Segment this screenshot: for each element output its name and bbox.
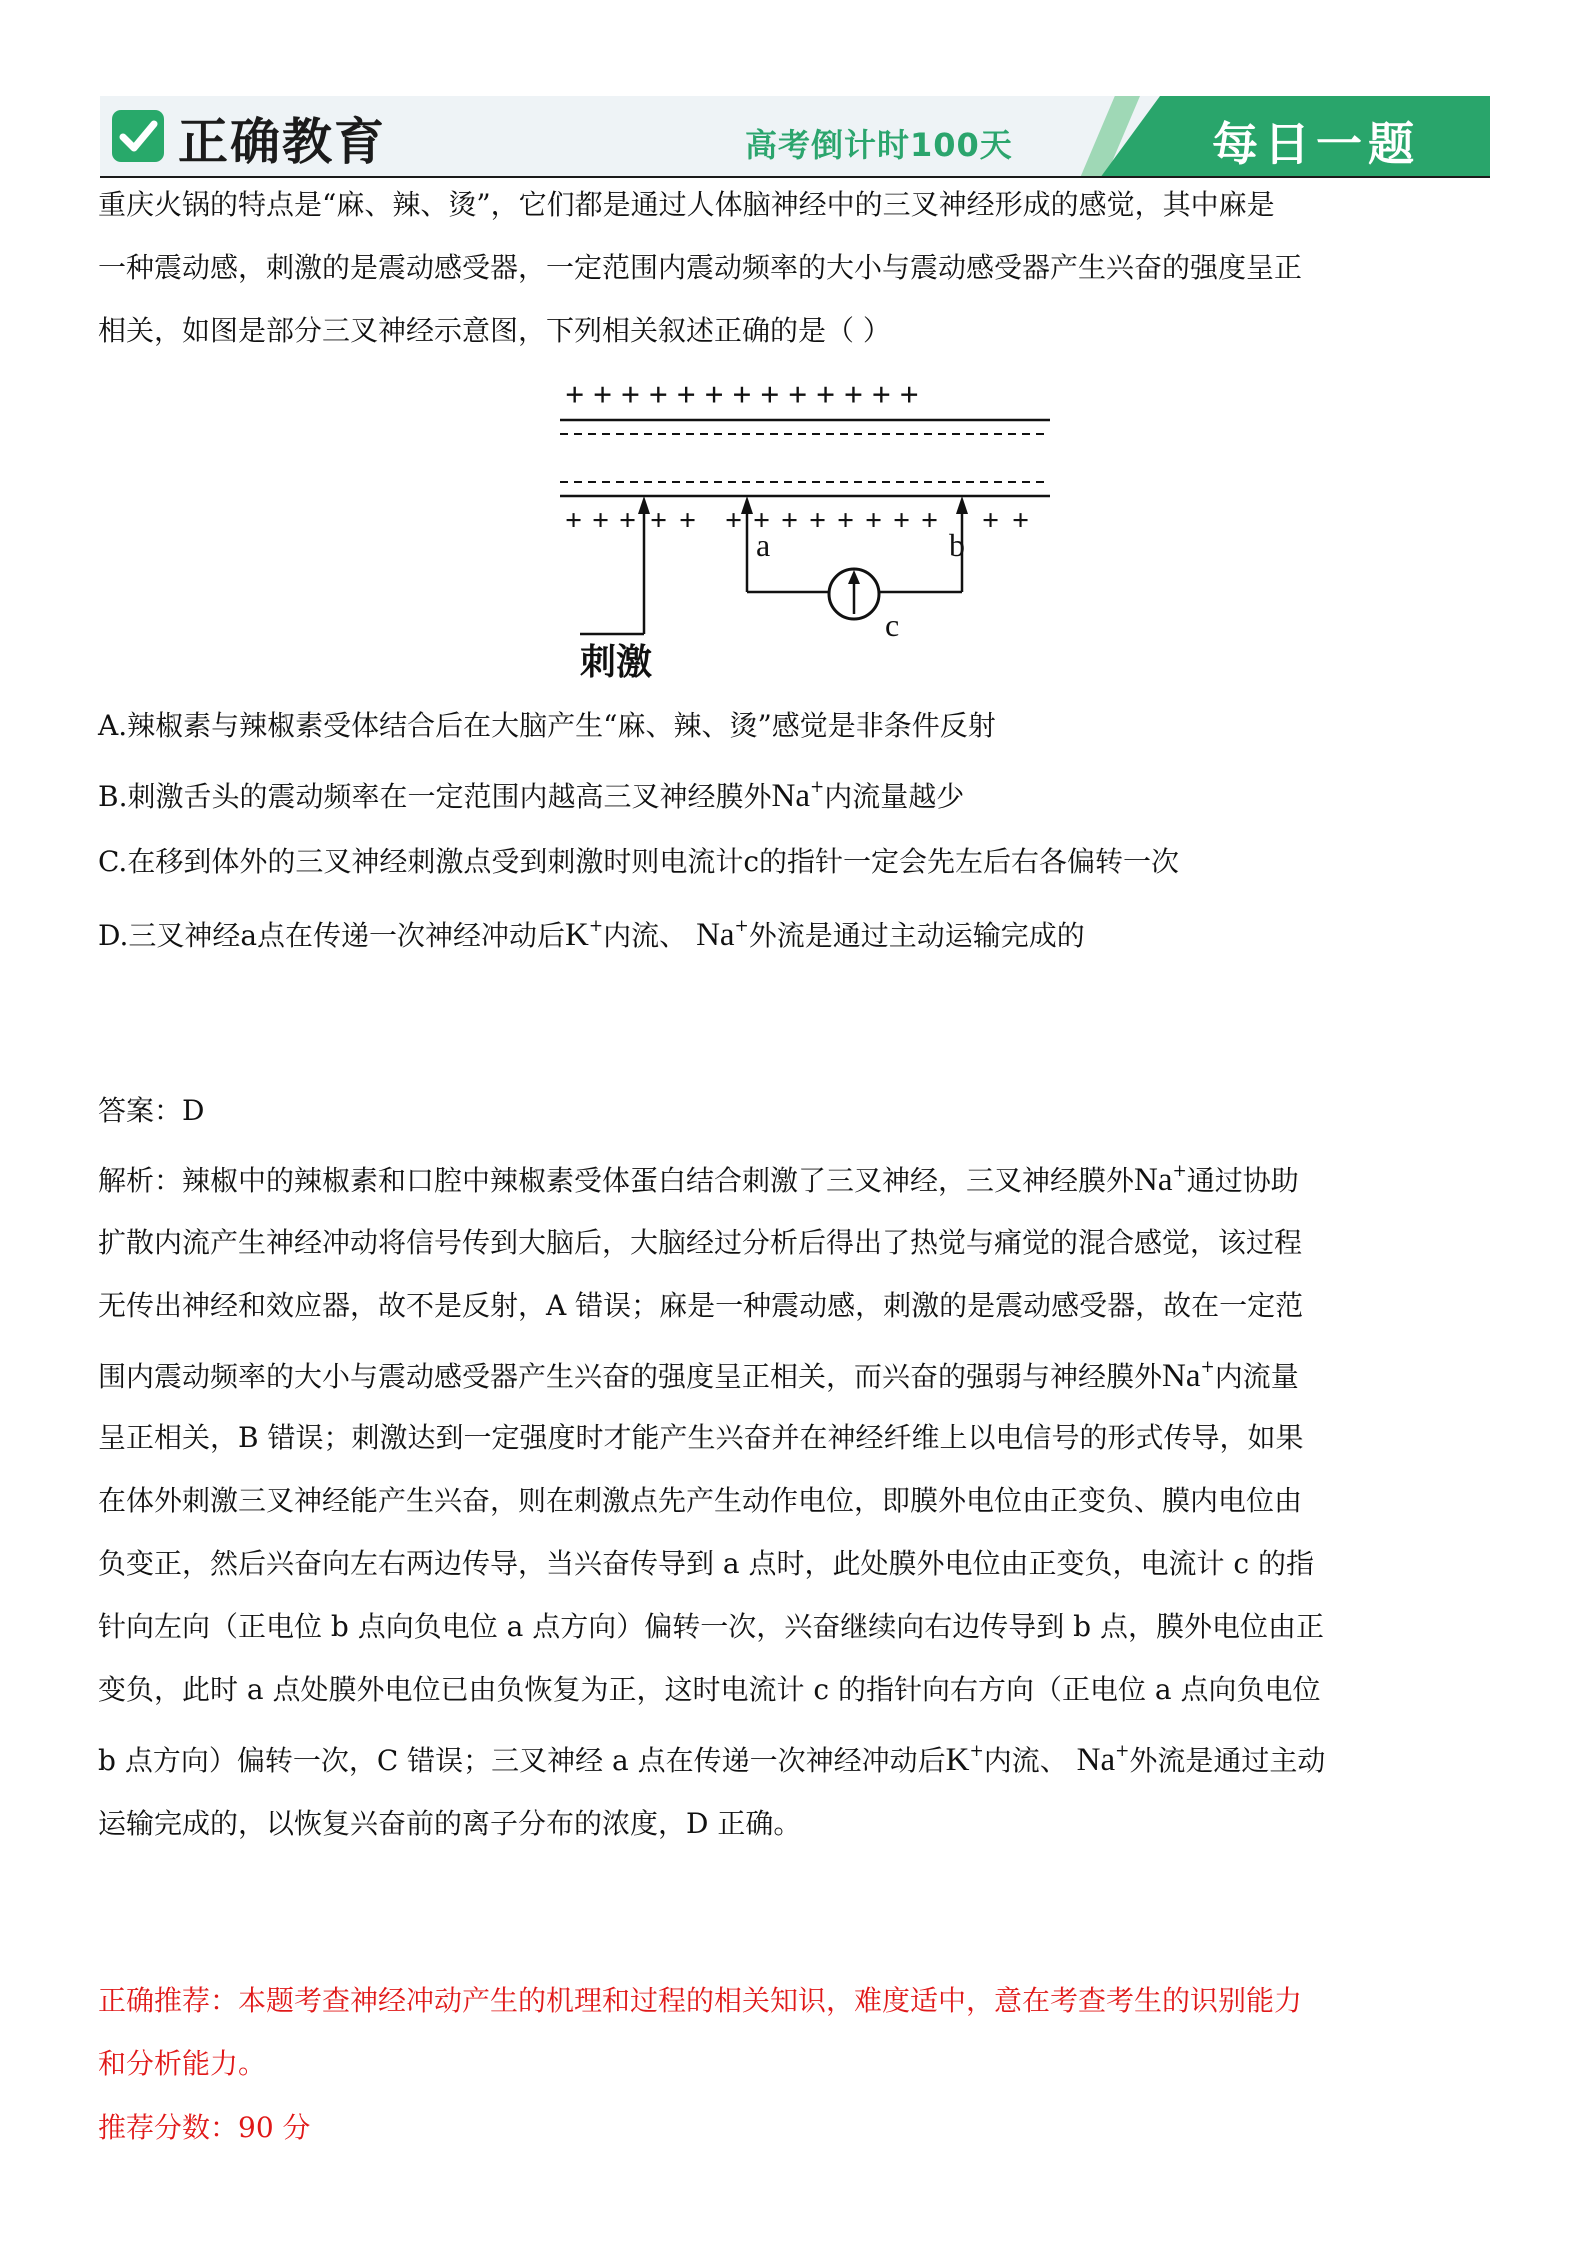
analysis-l10-end: 外流是通过主动 [1129,1744,1326,1777]
check-logo-icon [112,110,164,162]
option-b-text-end: 内流量越少 [824,780,965,813]
brand-name: 正确教育 [178,113,386,171]
daily-question-title: 每日一题 [1212,117,1420,171]
na-ion: Na [696,917,735,953]
svg-text:+: + [753,504,771,537]
k-ion: K [565,917,589,953]
svg-text:+: + [592,504,610,537]
option-d-text-start: D.三叉神经a点在传递一次神经冲动后 [98,919,566,952]
svg-text:+: + [1012,504,1030,537]
svg-text:+: + [650,504,668,537]
svg-text:+: + [809,504,827,537]
analysis-line-10 [98,1742,1498,1779]
question-line-1: 重庆火锅的特点是“麻、辣、烫”，它们都是通过人体脑神经中的三叉神经形成的感觉，其中麻是 [98,188,1275,221]
svg-text:+: + [781,504,799,537]
analysis-l1-start: 解析：辣椒中的辣椒素和口腔中辣椒素受体蛋白结合刺激了三叉神经，三叉神经膜外 [98,1164,1135,1197]
analysis-line-7: 负变正，然后兴奋向左右两边传导，当兴奋传导到 a 点时，此处膜外电位由正变负，电流计 c 的指 [98,1547,1314,1580]
analysis-line-4 [98,1358,1498,1395]
k-ion: K [945,1742,970,1778]
top-plus-row: + + + + + + + + + + + + + [565,377,919,414]
analysis-l1-end: 通过协助 [1186,1164,1299,1197]
na-ion: Na [771,778,810,814]
option-d-text-mid: 内流、 [603,919,688,952]
galvanometer-icon [829,569,879,619]
option-d-text-end: 外流是通过主动运输完成的 [748,919,1085,952]
option-a: A.辣椒素与辣椒素受体结合后在大脑产生“麻、辣、烫”感觉是非条件反射 [98,709,996,742]
na-charge: + [1172,1161,1187,1181]
analysis-l10-mid: 内流、 [983,1744,1068,1777]
analysis-l4-end: 内流量 [1214,1360,1299,1393]
na-charge: + [1115,1741,1130,1761]
svg-text:+: + [982,504,1000,537]
analysis-line-8: 针向左向（正电位 b 点向负电位 a 点方向）偏转一次，兴奋继续向右边传导到 b 点，膜外电位由正 [98,1610,1324,1643]
analysis-line-1 [98,1162,1498,1199]
na-ion: Na [1162,1358,1201,1394]
svg-text:+: + [619,504,637,537]
na-charge: + [734,916,749,936]
analysis-line-2: 扩散内流产生神经冲动将信号传到大脑后，大脑经过分析后得出了热觉与痛觉的混合感觉，该过程 [98,1226,1303,1259]
option-b [98,778,1498,815]
svg-text:+: + [921,504,939,537]
header-underline [100,176,1490,178]
option-d [98,917,1498,954]
recommend-score: 推荐分数：90 分 [98,2111,311,2144]
answer: 答案：D [98,1094,205,1127]
k-charge: + [588,916,604,936]
svg-text:+: + [679,504,697,537]
svg-text:+: + [893,504,911,537]
svg-text:+: + [865,504,883,537]
question-line-2: 一种震动感，刺激的是震动感受器，一定范围内震动频率的大小与震动感受器产生兴奋的强度呈正 [98,251,1303,284]
electrode-a [741,496,753,592]
k-charge: + [969,1741,984,1761]
analysis-line-3: 无传出神经和效应器，故不是反射，A 错误；麻是一种震动感，刺激的是震动感受器，故在一定范 [98,1289,1304,1322]
na-ion: Na [1134,1162,1173,1198]
analysis-line-5: 呈正相关，B 错误；刺激达到一定强度时才能产生兴奋并在神经纤维上以电信号的形式传导，如果 [98,1421,1304,1454]
label-a: a [756,527,771,563]
analysis-line-9: 变负，此时 a 点处膜外电位已由负恢复为正，这时电流计 c 的指针向右方向（正电位 a 点向负电位 [98,1673,1321,1706]
label-b: b [949,527,965,563]
analysis-line-6: 在体外刺激三叉神经能产生兴奋，则在刺激点先产生动作电位，即膜外电位由正变负、膜内电位由 [98,1484,1303,1517]
header-banner [100,96,1490,178]
svg-text:+: + [837,504,855,537]
stimulus-label: 刺激 [580,642,653,683]
na-charge: + [809,777,825,797]
analysis-l4-start: 围内震动频率的大小与震动感受器产生兴奋的强度呈正相关，而兴奋的强弱与神经膜外 [98,1360,1163,1393]
recommend-line-2: 和分析能力。 [98,2047,267,2080]
analysis-l10-start: b 点方向）偏转一次，C 错误；三叉神经 a 点在传递一次神经冲动后 [98,1744,946,1777]
svg-text:+: + [565,504,583,537]
countdown-text: 高考倒计时100天 [745,126,1013,164]
svg-text:+: + [725,504,743,537]
option-c: C.在移到体外的三叉神经刺激点受到刺激时则电流计c的指针一定会先左后右各偏转一次 [98,845,1180,878]
analysis-line-11: 运输完成的，以恢复兴奋前的离子分布的浓度，D 正确。 [98,1807,802,1840]
stimulus-arrow [580,496,650,634]
na-ion: Na [1076,1742,1116,1778]
nerve-diagram [560,372,1060,692]
option-b-text-start: B.刺激舌头的震动频率在一定范围内越高三叉神经膜外 [98,780,772,813]
recommend-line-1: 正确推荐：本题考查神经冲动产生的机理和过程的相关知识，难度适中，意在考查考生的识别能力 [98,1984,1303,2017]
question-line-3: 相关，如图是部分三叉神经示意图，下列相关叙述正确的是（ ） [98,314,891,347]
na-charge: + [1200,1357,1215,1377]
label-c: c [885,607,900,643]
